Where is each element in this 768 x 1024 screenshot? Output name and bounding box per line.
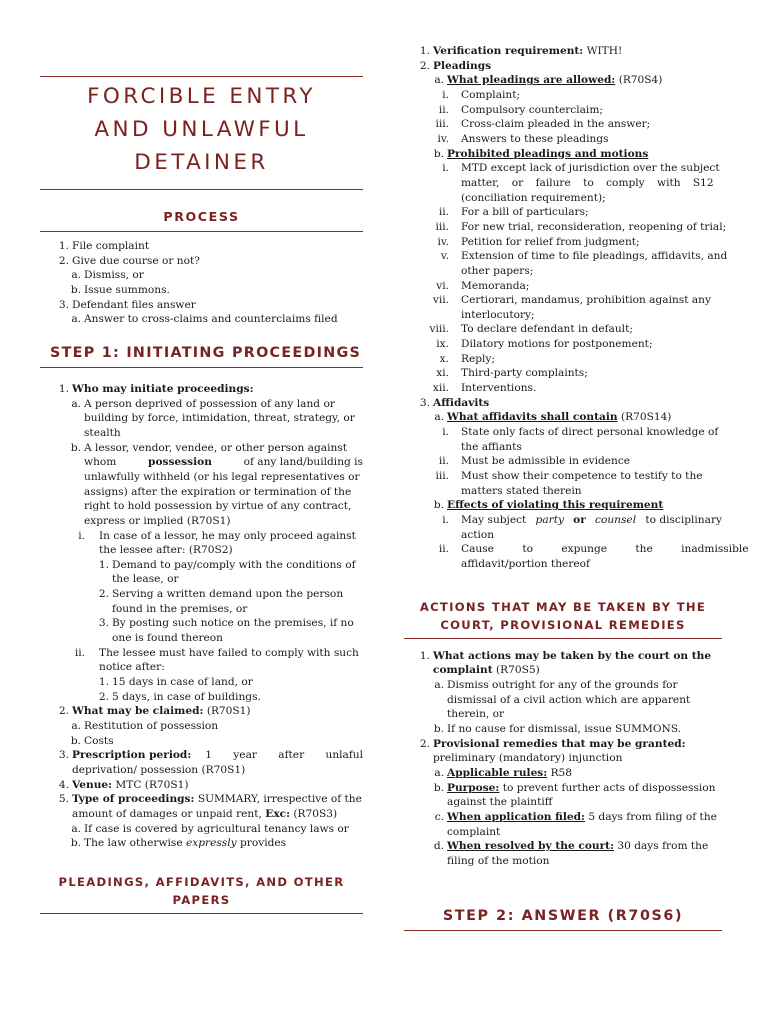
- list-item: 3. Defendant files answer: [58, 298, 196, 311]
- left-column: [40, 0, 363, 914]
- pleadings-rule: [40, 913, 363, 914]
- list-item: 1. File complaint: [58, 240, 150, 252]
- list-item: 2. Give due course or not?: [58, 254, 200, 267]
- list-item: a. Answer to cross-claims and counterclaims filed: [71, 313, 338, 326]
- process-heading: PROCESS: [163, 209, 240, 224]
- actions-heading: ACTIONS THAT MAY BE TAKEN BY THE COURT, PROVISIONAL REMEDIES: [419, 599, 707, 633]
- step1-list: 1. Who may initiate proceedings: a. A person deprived of possession of any land or building by force, intimidation, threat, strategy, or stealth b. A lessor, vendor, vendee, or other person against whom possession of any land/building is unlawfully withheld (or his legal representatives or assigns) after the expiration or termination of the right to hold possession by virtue of any contract, express or implied (R70S1) i. In case of a lessor, he may only proceed against the lessee after: (R70S2) 1. Demand to pay/comply with the conditions of the lease, or 2. Serving a written demand upon the person found in the premises, or 3. By posting such notice on the premises, if no one is found thereon ii. The lessee must have failed to comply with such notice after: 1. 15 days in case of land, or 2. 5 days, in case of buildings. 2. What may be claimed: (R70S1) a. Restitution of possession b. Costs 3. Prescription period: 1 year after unlaful deprivation/ possession (R70S1) 4. Venue: MTC (R70S1) 5. Type of proceedings: SUMMARY, irrespective of the amount of damages or unpaid rent, Exc: (R70S3) a. If case is covered by agricultural tenancy laws or b. The law otherwise expressly provides: [58, 382, 363, 850]
- pleadings-heading: PLEADINGS, AFFIDAVITS, AND OTHER PAPERS: [58, 874, 345, 908]
- process-list: [40, 239, 363, 327]
- step2-heading: STEP 2: ANSWER (R70S6): [442, 908, 684, 925]
- list-item: a. Dismiss, or: [71, 269, 144, 282]
- list-item: b. Issue summons.: [70, 283, 170, 296]
- right-column: [404, 0, 749, 931]
- step2-rule: [404, 930, 722, 931]
- page-title: FORCIBLE ENTRY AND UNLAWFUL DETAINER: [87, 84, 316, 175]
- pleadings-list: 1. Verification requirement: WITH! 2. Pleadings a. What pleadings are allowed: (R70S4) i. Complaint; ii. Compulsory counterclaim; iii. Cross-claim pleaded in the answer; iv. Answers to these pleadings b. Prohibited pleadings and motions i. MTD except lack of jurisdiction over the subject matter, or failure to comply with S12 (conciliation requirement); ii. For a bill of particulars; iii. For new trial, reconsideration, reopening of trial; iv. Petition for relief from judgment; v. Extension of time to file pleadings, affidavits, and other papers; vi. Memoranda; vii. Certiorari, mandamus, prohibition against any interlocutory; viii. To declare defendant in default; ix. Dilatory motions for postponement; x. Reply; xi. Third-party complaints; xii. Interventions. 3. Affidavits a. What affidavits shall contain (R70S14) i. State only facts of direct personal knowledge of the affiants ii. Must be admissible in evidence iii. Must show their competence to testify to the matters stated therein b. Effects of violating this requirement i. May subject party or counsel to disciplinary action ii. Cause to expunge the inadmissible affidavit/portion thereof: [419, 45, 749, 570]
- actions-list: 1. What actions may be taken by the court on the complaint (R70S5) a. Dismiss outright for any of the grounds for dismissal of a civil action which are apparent therein, or b. If no cause for dismissal, issue SUMMONS. 2. Provisional remedies that may be granted: preliminary (mandatory) injunction a. Applicable rules: R58 b. Purpose: to prevent further acts of dispossession against the plaintiff c. When application filed: 5 days from filing of the complaint d. When resolved by the court: 30 days from the filing of the motion: [419, 649, 717, 867]
- step1-heading: STEP 1: INITIATING PROCEEDINGS: [50, 344, 362, 361]
